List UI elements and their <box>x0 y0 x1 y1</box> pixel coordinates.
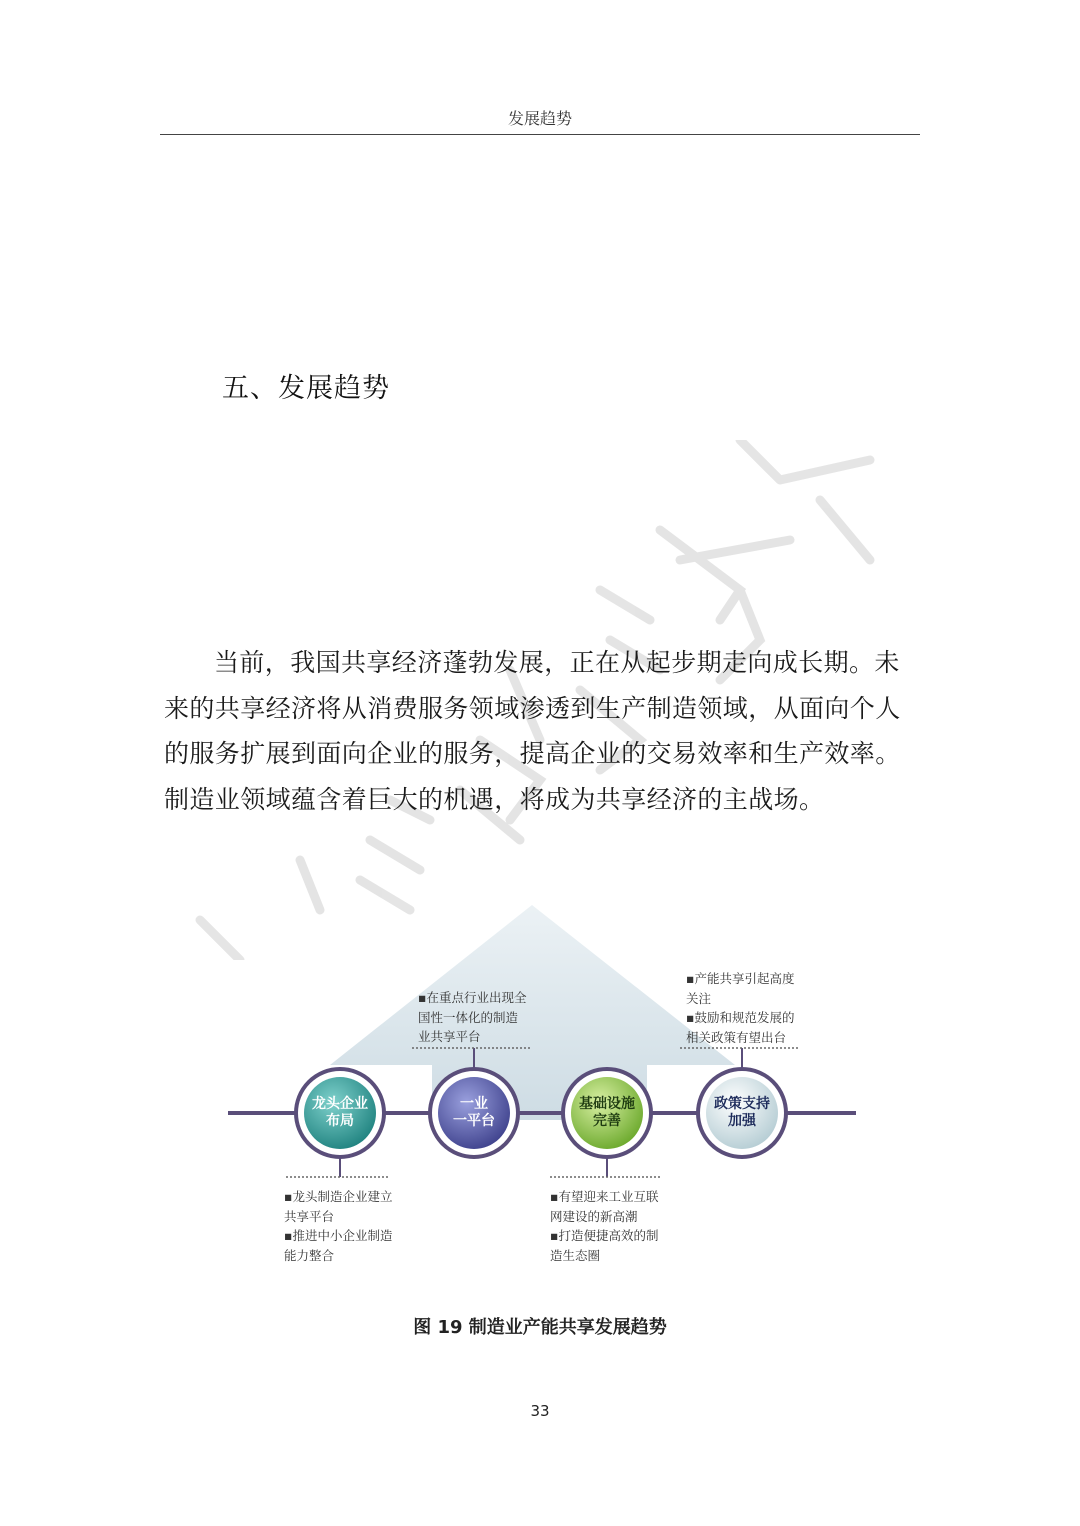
figure-caption: 图 19 制造业产能共享发展趋势 <box>413 1317 667 1338</box>
trend-diagram <box>160 895 920 1285</box>
note-node4: ▪产能共享引起高度 关注 ▪鼓励和规范发展的 相关政策有望出台 <box>686 971 795 1045</box>
page-number: 33 <box>530 1402 550 1420</box>
header-rule <box>160 134 920 135</box>
section-heading: 五、发展趋势 <box>222 373 390 404</box>
note-node2: ▪在重点行业出现全 国性一体化的制造 业共享平台 <box>418 990 527 1044</box>
note-node1: ▪龙头制造企业建立 共享平台 ▪推进中小企业制造 能力整合 <box>284 1189 393 1263</box>
node-label-4: 政策支持 加强 <box>714 1096 770 1129</box>
node-label-2: 一业 一平台 <box>453 1096 495 1129</box>
running-header: 发展趋势 <box>507 109 572 128</box>
trend-figure <box>160 895 920 1285</box>
body-paragraph: 当前，我国共享经济蓬勃发展，正在从起步期走向成长期。未来的共享经济将从消费服务领域渗透到生产制造领域，从面向个人的服务扩展到面向企业的服务，提高企业的交易效率和生产效率。制造业领域蕴含着巨大的机遇，将成为共享经济的主战场。 <box>164 648 901 814</box>
node-label-1: 龙头企业 布局 <box>312 1096 368 1129</box>
note-node3: ▪有望迎来工业互联 网建设的新高潮 ▪打造便捷高效的制 造生态圈 <box>550 1189 659 1263</box>
background-arrow <box>330 905 735 1120</box>
node-label-3: 基础设施 完善 <box>579 1096 635 1129</box>
